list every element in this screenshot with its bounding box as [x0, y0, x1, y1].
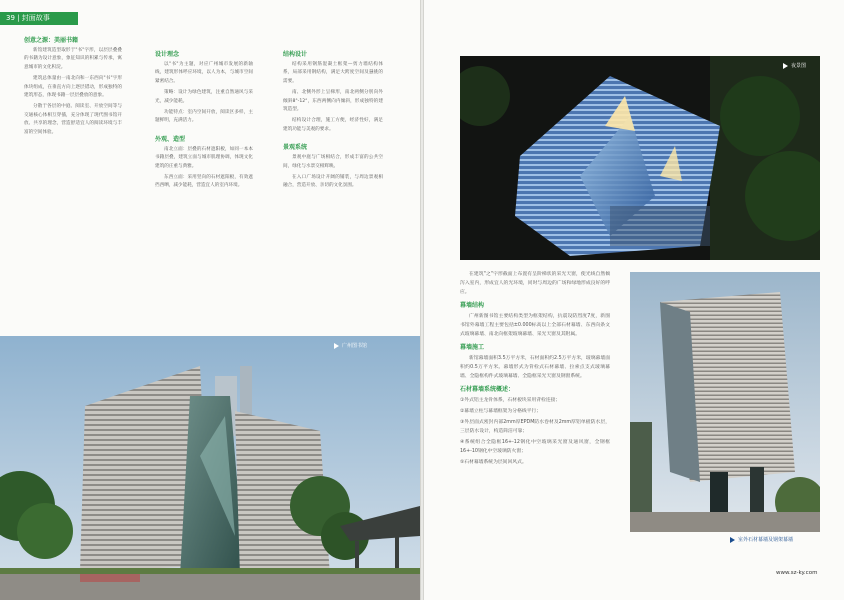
paragraph: 在入口广场设计开阔的铺装，与周边景观相融合，营造开放、亲切的文化氛围。	[283, 175, 383, 189]
paragraph: 广州新图书馆主要结构类型为框架结构，抗震设防烈度7度，新图书馆外幕墙工程主要包括±0.000标高以上全部石材幕墙、东西向条文式玻璃幕墙、南北向框架玻璃幕墙、采光天窗及其附属。	[460, 314, 610, 337]
section-heading: 石材幕墙系统概述：	[460, 386, 515, 393]
list-item: ⑤石材幕墙系统为层间回风式。	[460, 460, 527, 465]
facade-photo	[630, 272, 820, 532]
paragraph: 以"书"为主题，对应广州城市发展的新轴线，建筑形体呼应环境，以人为本，与城市空间紧密结合。	[155, 62, 253, 84]
list-item: ①外式铝主龙骨体系，石材板块采用背栓连接；	[460, 398, 561, 403]
photo-tag: 广州图书馆	[334, 342, 367, 349]
triangle-marker-icon	[334, 343, 339, 349]
section-heading: 幕墙施工	[460, 344, 485, 351]
list-item: ②幕墙立柱与幕墙框架为分格线平行；	[460, 409, 542, 414]
paragraph: 景观中庭与广场相结合，形成丰富的公共空间，绿化与水景交相辉映。	[283, 155, 383, 169]
paragraph: 结构采用钢筋混凝土框架—剪力墙结构体系，局部采用钢结构，满足大跨度空间及悬挑的需要。	[283, 62, 383, 84]
photo-caption: 室外石材幕墙及钢架幕墙	[730, 536, 793, 543]
column-heading: 结构设计	[283, 51, 308, 58]
paragraph: 分散于各层的中庭、阅读室、开放空间等与交通核心体相互穿插，充分体现了现代图书馆开放、共享的理念，营造舒适宜人的阅读环境与丰富的空间体验。	[24, 104, 122, 135]
library-night-photo	[460, 56, 820, 260]
photo-tag: 夜景图	[783, 62, 806, 69]
paragraph: 南北立面：层叠的石材遮阳板，如同一本本书籍层叠，建筑立面与城市肌理协调，体现文化建筑的庄重与典雅。	[155, 146, 253, 169]
paragraph: 结构设计合理，施工方便，经济性好，满足建筑功能与美观的要求。	[283, 118, 383, 132]
paragraph: 新馆建筑造型取形于"书"字形，以层层叠叠的书籍为设计意象，象征知识的积累与传承，寓意城市的文化积淀。	[24, 48, 122, 70]
right-text-column	[460, 270, 610, 469]
section-header: 39 | 封面故事	[0, 12, 78, 25]
paragraph: 功能特点：室内空间开放，阅读区多样，主题鲜明，充满活力。	[155, 110, 253, 124]
paragraph: 新馆幕墙面积3.5万平方米，石材面积约2.5万平方米，玻璃幕墙面积约0.5万平方米。幕墙形式为背栓式石材幕墙、拉索点支式玻璃幕墙、全隐框构件式玻璃幕墙、全隐框采光天窗及钢窗系统。	[460, 356, 610, 379]
right-page	[424, 0, 844, 600]
section-heading: 幕墙结构	[460, 302, 485, 309]
list-item: ④系统组合全隐框16+-12钢化中空玻璃采光窗及通风窗，全钢框16+-10钢化中空玻璃防火窗；	[460, 440, 610, 454]
column-heading: 创意之源：美丽书籍	[24, 37, 79, 44]
left-page	[0, 0, 420, 600]
paragraph: 建筑总体量由一南北向和一东西向"书"字形体块组成，在垂直方向上逐层错动，形成独特的建筑形态，体现书籍一层层叠放的意象。	[24, 76, 122, 99]
text-column-2	[155, 50, 253, 194]
list-item: ③外层面式密封内部2mm厚EPDM防水卷材及2mm厚铝单板防水层，三层防水设计，构造简洁可靠；	[460, 420, 610, 434]
paragraph: 东西立面：采用竖向的石材遮阳板，有效遮挡西晒，减少能耗，营造宜人的室内环境。	[155, 175, 253, 189]
column-heading: 外观、造型	[155, 135, 186, 143]
triangle-marker-icon	[783, 63, 788, 69]
triangle-marker-icon	[730, 537, 735, 543]
text-column-3	[283, 50, 383, 194]
column-heading: 景观系统	[283, 144, 308, 152]
website-url: www.sz-ky.com	[776, 570, 818, 576]
paragraph: 在建筑"之"字形截面上布置有呈阶梯状的采光天窗，使光线自然倾泻入室内，形成宜人的光环境，同时与周边的广场和绿地形成良好的呼应。	[460, 272, 610, 295]
paragraph: 策略：设计为绿色建筑，注重自然通风与采光，减少能耗。	[155, 90, 253, 104]
library-daytime-photo	[0, 336, 420, 600]
column-heading: 设计理念	[155, 51, 180, 58]
paragraph: 南、北侧外形上呈梯形，南北两侧分别向外倾斜8°-12°，东西两侧向内倾斜，形成独特的建筑造型。	[283, 90, 383, 113]
text-column-1	[24, 36, 122, 140]
